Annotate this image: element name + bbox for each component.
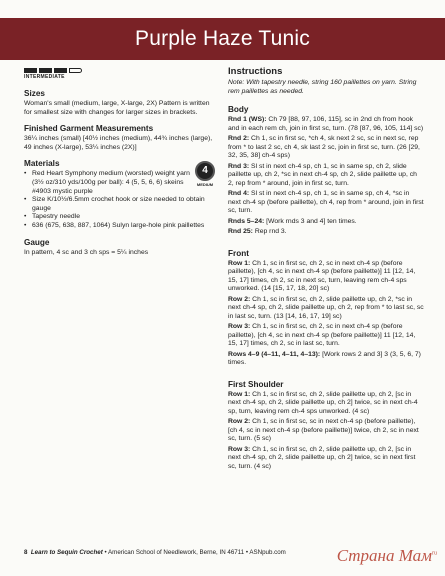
pattern-row bbox=[228, 163, 424, 189]
materials-item: • Size K/10½/6.5mm crochet hook or size needed to obtain gauge bbox=[24, 196, 218, 213]
pattern-row bbox=[228, 116, 424, 133]
materials-list bbox=[24, 170, 218, 230]
row-text: Ch 1, sc in first sc, ch 2, slide paillette up, ch 2, [sc in next ch-4 sp, ch 2, slide paillette up, ch 2] twice, sc in next ch-4 sp, turn, leaving rem ch-4 sps unworked. (4 sc) bbox=[228, 390, 418, 415]
row-label: Row 2: bbox=[228, 418, 251, 426]
pattern-row bbox=[228, 260, 424, 294]
pattern-row bbox=[228, 323, 424, 349]
yarn-weight-number: 4 bbox=[195, 161, 215, 181]
materials-heading: Materials bbox=[24, 159, 60, 169]
measurements-text: 36¼ inches (small) [40½ inches (medium), 44¾ inches (large), 49 inches (X-large), 53¼ inches (2X)] bbox=[24, 135, 213, 151]
instructions-note: Note: With tapestry needle, string 160 paillettes on yarn. String rem paillettes as needed. bbox=[228, 79, 417, 95]
first-shoulder-heading: First Shoulder bbox=[228, 379, 284, 389]
left-column bbox=[24, 66, 218, 264]
gauge-text: In pattern, 4 sc and 3 ch sps = 5¼ inches bbox=[24, 248, 149, 256]
watermark-mark: ru bbox=[432, 550, 437, 557]
yarn-weight-label: MEDIUM bbox=[196, 182, 214, 188]
pattern-row bbox=[228, 351, 424, 368]
row-text: [Work rnds 3 and 4] ten times. bbox=[266, 217, 357, 225]
front-heading: Front bbox=[228, 248, 249, 258]
row-text: Ch 1, sc in first sc, *ch 4, sk next 2 sc, sc in next sc, rep from * to last 2 sc, ch 4, sk last 2 sc, join in first sc, turn. (26 [29, 32, 35, 38] ch-4 sps) bbox=[228, 135, 420, 160]
row-label: Row 2: bbox=[228, 295, 251, 303]
page-footer bbox=[24, 549, 286, 556]
gauge-heading: Gauge bbox=[24, 237, 50, 247]
materials-item: • Tapestry needle bbox=[24, 213, 218, 222]
materials-item: • Red Heart Symphony medium (worsted) weight yarn (3½ oz/310 yds/100g per ball): 4 (5, 5, 6, 6) skeins #4903 mystic purple bbox=[24, 170, 218, 196]
row-text: Ch 1, sc in first sc, ch 2, slide paillette up, ch 2, [sc in next ch-4 sp, ch 2, slide paillette up, ch 2] twice, sc in next first sc, turn. (4 sc) bbox=[228, 445, 416, 470]
row-label: Row 1: bbox=[228, 259, 251, 267]
pattern-row bbox=[228, 135, 424, 161]
row-label: Rnd 2: bbox=[228, 135, 250, 143]
pattern-row bbox=[228, 418, 424, 444]
row-label: Rnds 5–24: bbox=[228, 217, 265, 225]
instructions-heading: Instructions bbox=[228, 66, 283, 77]
materials-section bbox=[24, 159, 218, 230]
row-label: Row 1: bbox=[228, 390, 251, 398]
skill-level-icon bbox=[24, 68, 218, 73]
page-number: 8 bbox=[24, 549, 28, 556]
watermark-text: Страна Мам bbox=[336, 546, 432, 565]
row-text: Sl st in next ch-4 sp, ch 1, sc in same sp, ch 2, slide paillette up, ch 2, *sc in next ch-4 sp, ch 2, slide paillette up, ch 2, rep from * around, join in first sc, turn. bbox=[228, 162, 417, 187]
row-text: Ch 1, sc in first sc, ch 2, slide paillette up, ch 2, *sc in next ch-4 sp, ch 2, slide paillette up, ch 2, rep from * to last sc, sc in last sc, turn. (13 [14, 16, 17, 19] sc) bbox=[228, 295, 424, 320]
materials-item: • 636 (675, 638, 887, 1064) Sulyn large-hole pink paillettes bbox=[24, 222, 218, 231]
pattern-row bbox=[228, 228, 424, 237]
row-text: Ch 79 [88, 97, 106, 115], sc in 2nd ch from hook and in each rem ch, join in first sc, turn. (78 [87, 96, 105, 114] sc) bbox=[228, 116, 424, 132]
row-text: Ch 1, sc in first sc, ch 2, sc in next ch-4 sp (before paillette), [ch 4, sc in next ch-4 sp (before paillette)] 11 [12, 14, 15, 17] times, ch 2, sc in last sc, turn. bbox=[228, 323, 416, 348]
row-label: Rnd 1 (WS): bbox=[228, 116, 267, 124]
measurements-heading: Finished Garment Measurements bbox=[24, 124, 154, 134]
book-title: Learn to Sequin Crochet bbox=[30, 549, 103, 556]
site-watermark bbox=[337, 546, 437, 566]
publisher-info: • American School of Needlework, Berne, IN 46711 • ASNpub.com bbox=[104, 549, 286, 556]
pattern-row bbox=[228, 296, 424, 322]
row-label: Rnd 3: bbox=[228, 162, 250, 170]
page-title: Purple Haze Tunic bbox=[135, 27, 310, 50]
sizes-text: Woman's small (medium, large, X-large, 2X) Pattern is written for smallest size with changes for larger sizes in brackets. bbox=[24, 100, 210, 116]
row-text: Rep rnd 3. bbox=[254, 228, 287, 236]
row-label: Rnd 4: bbox=[228, 190, 250, 198]
pattern-row bbox=[228, 391, 424, 417]
pattern-row bbox=[228, 218, 424, 227]
row-label: Rows 4–9 (4–11, 4–11, 4–13): bbox=[228, 350, 321, 358]
row-label: Row 3: bbox=[228, 323, 251, 331]
row-text: Ch 1, sc in first sc, ch 2, sc in next ch-4 sp (before paillette), [ch 4, sc in next ch-4 sp (before paillette)] 11 [12, 14, 15, 17] times, ch 2, sc in next sc, turn, leaving rem ch-4 sps unworked. (14 [15, 17, 18, 20] sc) bbox=[228, 259, 416, 293]
pattern-row bbox=[228, 446, 424, 472]
body-heading: Body bbox=[228, 105, 249, 115]
row-text: Ch 1, sc in first sc, sc in next ch-4 sp (before paillette), [ch 4, sc in next ch-4 sp (before paillette)] twice, ch 2, sc in next sc, turn. (5 sc) bbox=[228, 418, 419, 443]
sizes-heading: Sizes bbox=[24, 89, 45, 98]
row-text: Sl st in next ch-4 sp, ch 1, sc in same sp, ch 4, *sc in next ch-4 sp (before paillette), ch 4, rep from * around, join in first sc, turn. bbox=[228, 190, 424, 215]
pattern-row bbox=[228, 190, 424, 216]
right-column bbox=[228, 66, 424, 473]
row-label: Row 3: bbox=[228, 445, 251, 453]
title-banner bbox=[0, 18, 445, 60]
row-text: [Work rows 2 and 3] 3 (3, 5, 6, 7) times. bbox=[228, 350, 421, 367]
skill-level-label: INTERMEDIATE bbox=[24, 74, 65, 80]
row-label: Rnd 25: bbox=[228, 228, 253, 236]
